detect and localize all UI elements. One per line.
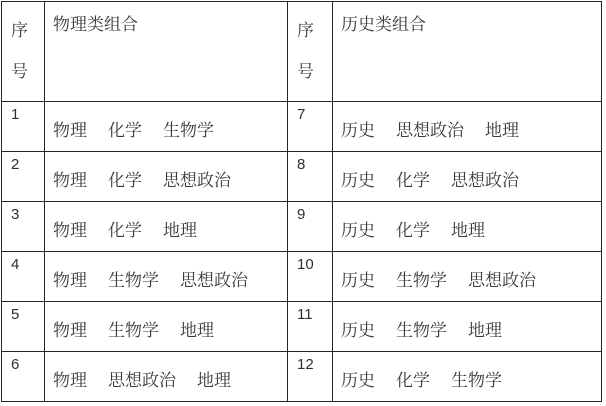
subject-label: 地理 xyxy=(451,220,485,240)
subject-label: 地理 xyxy=(468,320,502,340)
physics-group-header-cell xyxy=(45,2,288,102)
subjects-group xyxy=(53,216,287,241)
subject-label: 地理 xyxy=(180,320,214,340)
row-number-cell: 10 xyxy=(288,252,333,302)
physics-group-header-label: 物理类组合 xyxy=(53,15,138,34)
combo-cell xyxy=(333,152,602,202)
row-number-cell: 1 xyxy=(2,102,45,152)
subject-label: 化学 xyxy=(396,220,430,240)
subject-label: 地理 xyxy=(163,220,197,240)
row-number-cell: 3 xyxy=(2,202,45,252)
subjects-group xyxy=(341,216,601,241)
table-row xyxy=(2,152,602,202)
combo-cell xyxy=(333,252,602,302)
subject-label: 思想政治 xyxy=(396,120,464,140)
subject-label: 思想政治 xyxy=(108,370,176,390)
subject-label: 物理 xyxy=(53,220,87,240)
subject-label: 地理 xyxy=(197,370,231,390)
subject-label: 生物学 xyxy=(396,320,447,340)
row-number-cell: 9 xyxy=(288,202,333,252)
left-index-header-label: 序号 xyxy=(11,21,28,81)
history-group-header-cell xyxy=(333,2,602,102)
subject-label: 历史 xyxy=(341,320,375,340)
subject-label: 化学 xyxy=(108,220,142,240)
subject-label: 化学 xyxy=(108,170,142,190)
left-index-header-cell xyxy=(2,2,45,102)
subject-label: 生物学 xyxy=(163,120,214,140)
subjects-group xyxy=(53,266,287,291)
table-row xyxy=(2,302,602,352)
subject-label: 生物学 xyxy=(108,320,159,340)
subject-label: 历史 xyxy=(341,220,375,240)
subjects-group xyxy=(341,266,601,291)
subjects-group xyxy=(53,316,287,341)
subject-label: 历史 xyxy=(341,170,375,190)
row-number-cell: 2 xyxy=(2,152,45,202)
table-row xyxy=(2,352,602,402)
combo-cell xyxy=(333,102,602,152)
subject-label: 地理 xyxy=(485,120,519,140)
subjects-group xyxy=(341,116,601,141)
combo-cell xyxy=(333,202,602,252)
subject-label: 物理 xyxy=(53,120,87,140)
combo-cell xyxy=(45,302,288,352)
table-row xyxy=(2,202,602,252)
combo-cell xyxy=(45,102,288,152)
subject-label: 化学 xyxy=(396,370,430,390)
row-number-cell: 12 xyxy=(288,352,333,402)
row-number-cell: 6 xyxy=(2,352,45,402)
subjects-group xyxy=(341,166,601,191)
combo-cell xyxy=(45,202,288,252)
subject-label: 思想政治 xyxy=(451,170,519,190)
combo-cell xyxy=(45,152,288,202)
subject-label: 化学 xyxy=(396,170,430,190)
history-group-header-label: 历史类组合 xyxy=(341,15,426,34)
right-index-header-cell xyxy=(288,2,333,102)
subjects-group xyxy=(53,366,287,391)
subjects-group xyxy=(341,366,601,391)
subjects-group xyxy=(53,116,287,141)
subject-label: 历史 xyxy=(341,370,375,390)
subject-label: 生物学 xyxy=(108,270,159,290)
subject-label: 物理 xyxy=(53,370,87,390)
subject-label: 思想政治 xyxy=(468,270,536,290)
table-row xyxy=(2,252,602,302)
subject-label: 历史 xyxy=(341,120,375,140)
subject-label: 生物学 xyxy=(451,370,502,390)
subjects-group xyxy=(53,166,287,191)
combo-cell xyxy=(45,352,288,402)
subject-label: 思想政治 xyxy=(180,270,248,290)
row-number-cell: 8 xyxy=(288,152,333,202)
subject-label: 物理 xyxy=(53,270,87,290)
subjects-group xyxy=(341,316,601,341)
subject-label: 思想政治 xyxy=(163,170,231,190)
right-index-header-label: 序号 xyxy=(297,21,314,81)
table-header-row xyxy=(2,2,602,102)
row-number-cell: 4 xyxy=(2,252,45,302)
subject-label: 物理 xyxy=(53,320,87,340)
row-number-cell: 7 xyxy=(288,102,333,152)
subject-label: 化学 xyxy=(108,120,142,140)
row-number-cell: 5 xyxy=(2,302,45,352)
subject-label: 物理 xyxy=(53,170,87,190)
combo-cell xyxy=(45,252,288,302)
subject-label: 生物学 xyxy=(396,270,447,290)
table-row xyxy=(2,102,602,152)
combo-cell xyxy=(333,302,602,352)
combo-cell xyxy=(333,352,602,402)
subject-combinations-table xyxy=(1,1,602,402)
subject-label: 历史 xyxy=(341,270,375,290)
row-number-cell: 11 xyxy=(288,302,333,352)
